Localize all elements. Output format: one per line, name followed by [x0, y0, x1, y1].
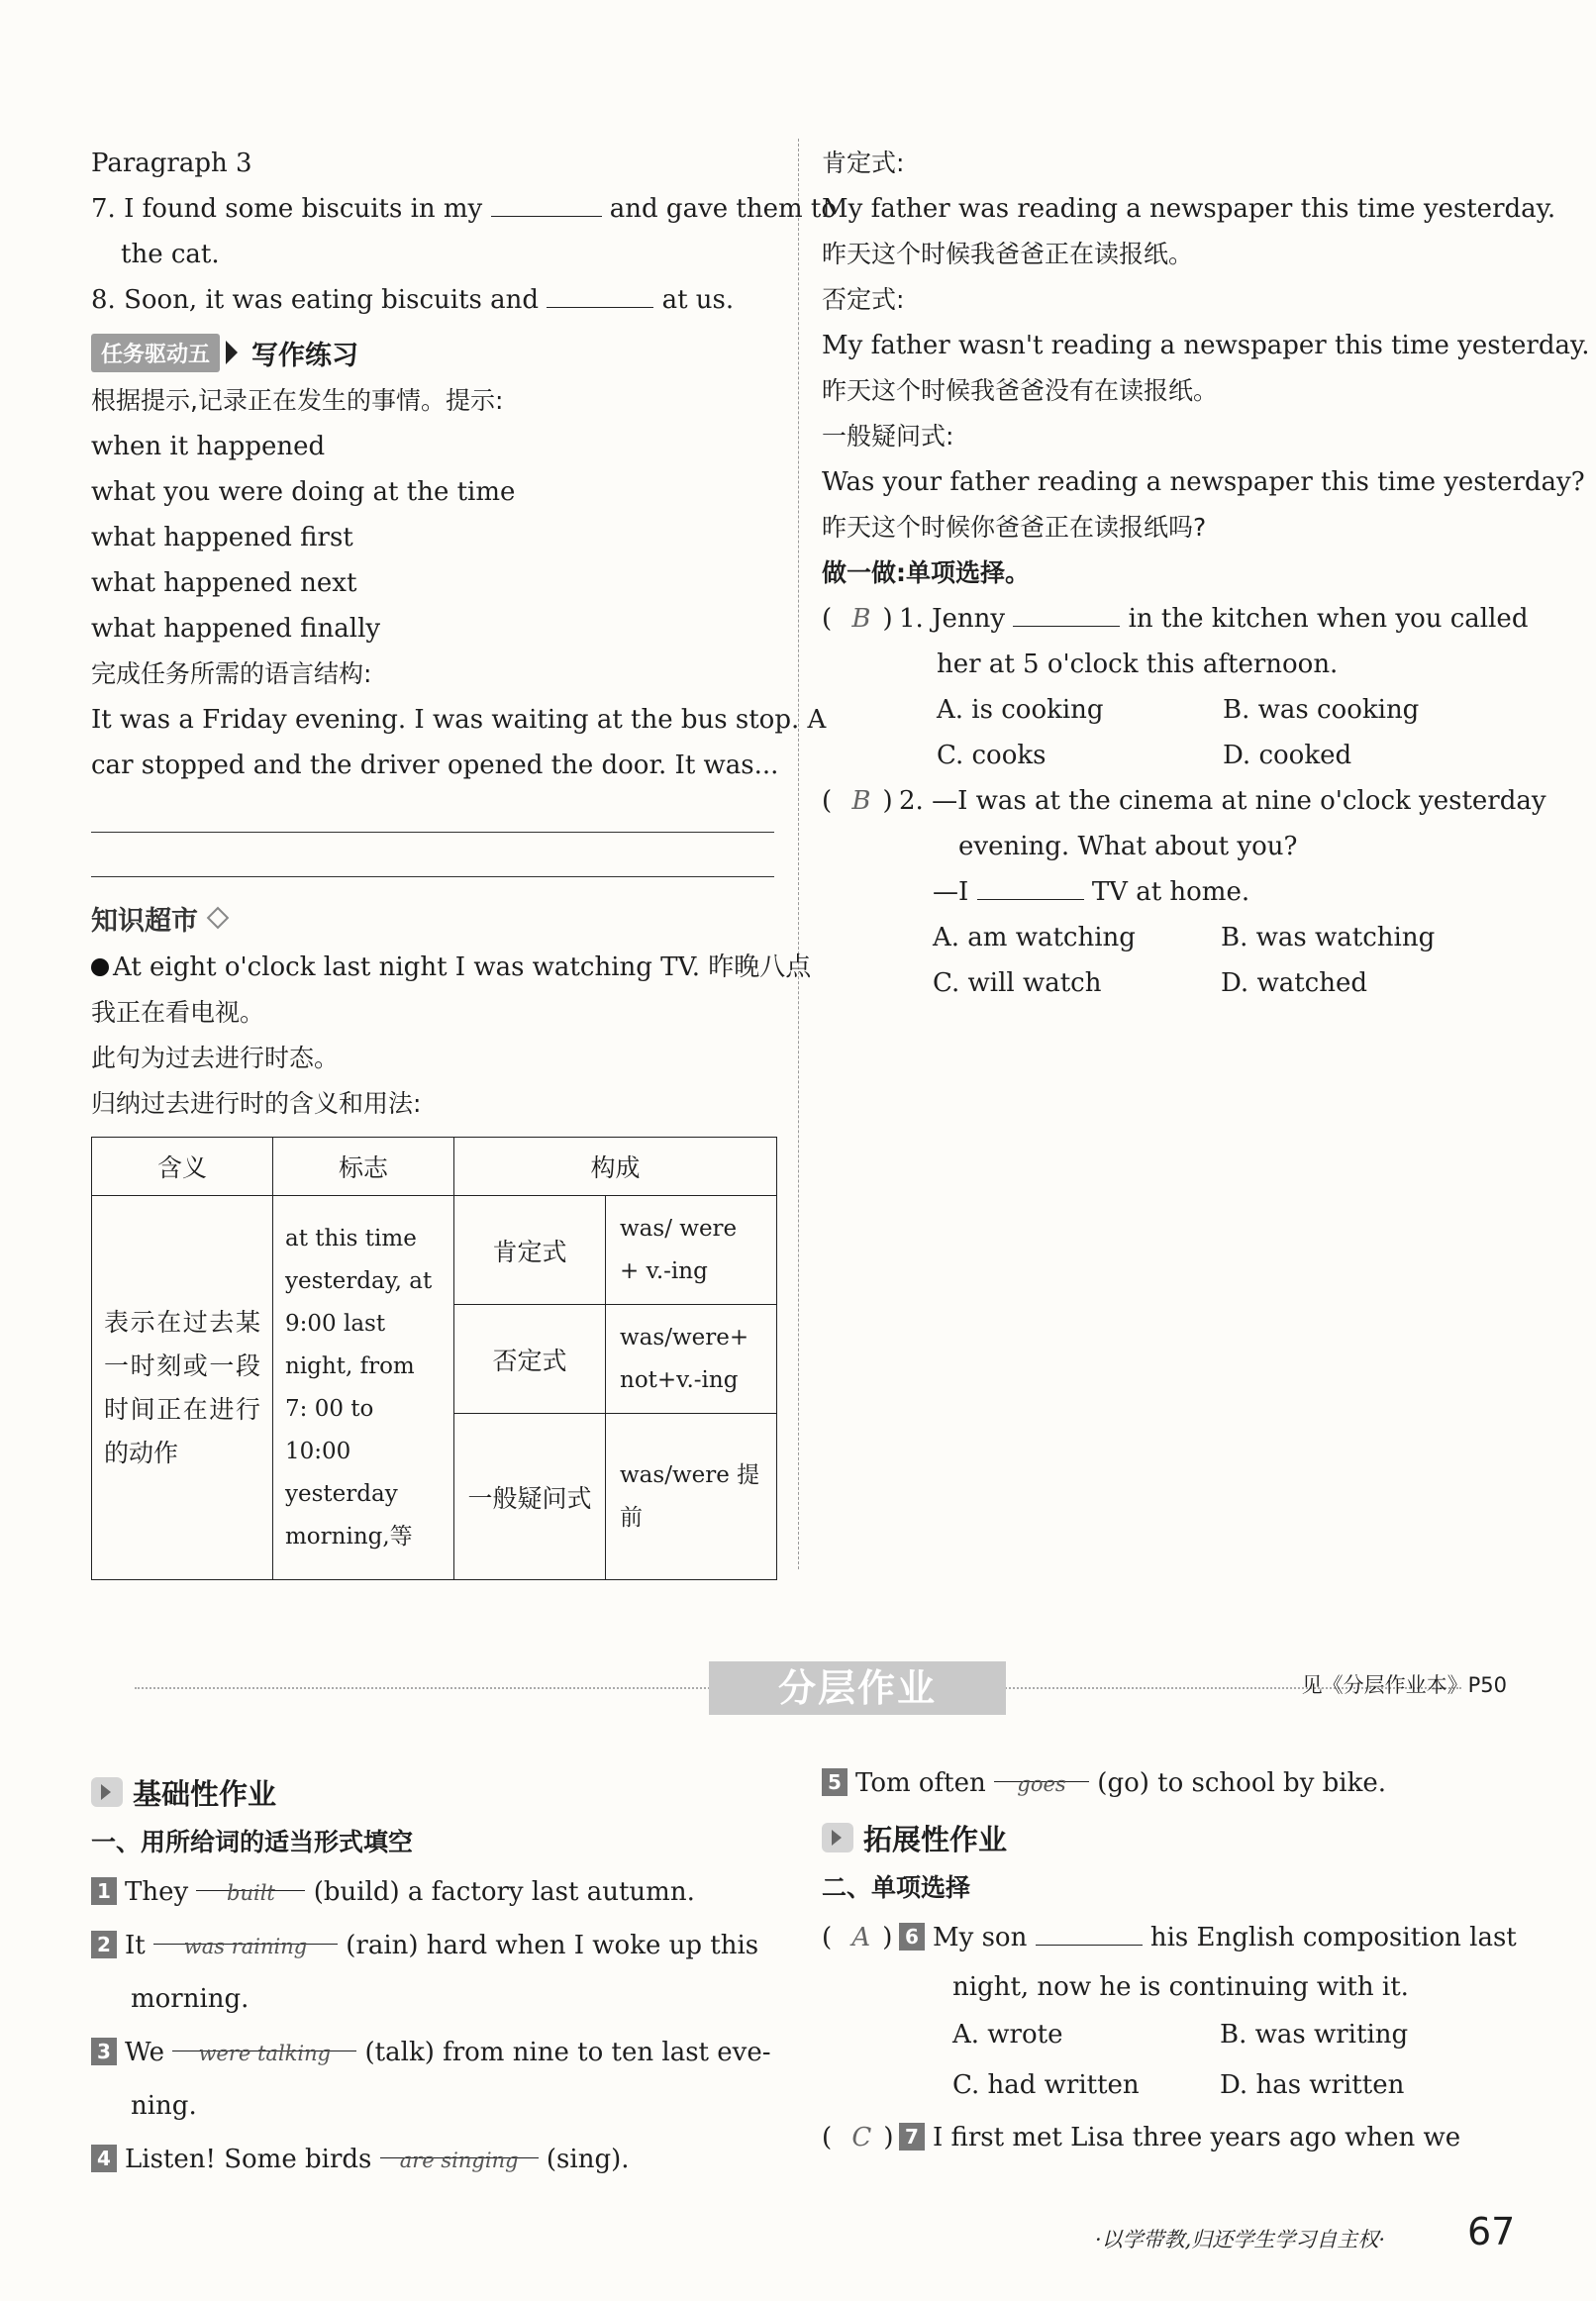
hint-item: when it happened — [91, 432, 326, 461]
hint-item: what happened first — [91, 523, 353, 552]
aff-example: My father was reading a newspaper this time yesterday. — [822, 194, 1556, 224]
homework-right — [822, 1756, 1517, 2164]
meaning-cell: 表示在过去某一时刻或一段时间正在进行的动作 — [92, 1196, 273, 1580]
option[interactable]: C. had written — [952, 2070, 1140, 2100]
homework-item-5: 5 Tom often goes (go) to school by bike. — [822, 1756, 1509, 1810]
form-type: 肯定式 — [454, 1196, 606, 1305]
homework-item-2: 2 It was raining (rain) hard when I woke up this — [91, 1919, 784, 1972]
practice-question-2: ( B ) 2. —I was at the cinema at nine o'clock yesterday — [822, 786, 1546, 816]
hint-item: what happened finally — [91, 614, 381, 644]
homework-item-3: 3 We were talking (talk) from nine to ten last eve- — [91, 2026, 784, 2079]
knowledge-example-cn: 我正在看电视。 — [91, 998, 265, 1027]
writing-line[interactable] — [91, 833, 774, 877]
basic-title: 基础性作业 — [133, 1776, 277, 1811]
knowledge-example: At eight o'clock last night I was watching TV. 昨晚八点 — [91, 945, 780, 990]
arrow-icon — [226, 341, 238, 364]
question-label: 一般疑问式: — [822, 422, 954, 450]
homework-item-7: ( C ) 7 I first met Lisa three years ago when we — [822, 2123, 1461, 2152]
structure-text: It was a Friday evening. I was waiting at the bus stop. A — [91, 705, 827, 735]
options-row — [822, 733, 1509, 778]
knowledge-title: 知识超市 — [91, 905, 198, 937]
form-structure: was/were 提前 — [606, 1414, 777, 1580]
handwritten-answer: B — [851, 604, 871, 634]
task-title: 写作练习 — [251, 340, 359, 371]
signs-cell: at this time yesterday, at 9:00 last night, from 7: 00 to 10:00 yesterday morning,等 — [273, 1196, 454, 1580]
hint-item: what you were doing at the time — [91, 477, 516, 507]
options-row — [822, 2060, 1509, 2111]
practice-question-1: ( B ) 1. Jenny in the kitchen when you called — [822, 604, 1529, 634]
answer-blank[interactable]: built — [196, 1866, 305, 1891]
options-row — [822, 2010, 1509, 2060]
answer-blank[interactable] — [491, 192, 602, 217]
option[interactable]: A. am watching — [933, 923, 1136, 952]
arrow-icon — [91, 1777, 123, 1807]
form-structure: was/were+ not+v.-ing — [606, 1305, 777, 1414]
footer-motto: ·以学带教,归还学生学习自主权· — [1095, 2228, 1386, 2251]
homework-item-2-cont: morning. — [131, 1984, 249, 2014]
answer-blank[interactable] — [547, 283, 653, 308]
neg-label: 否定式: — [822, 285, 905, 314]
homework-item-6: ( A ) 6 My son his English composition last — [822, 1923, 1517, 1952]
form-structure: was/ were + v.-ing — [606, 1196, 777, 1305]
extension-header — [822, 1810, 1509, 1865]
task-banner — [91, 329, 780, 376]
handwritten-answer: B — [851, 786, 871, 816]
table-header: 含义 — [92, 1138, 273, 1196]
homework-item-6-cont: night, now he is continuing with it. — [952, 1972, 1409, 2002]
option[interactable]: C. cooks — [937, 741, 1047, 770]
aff-translation: 昨天这个时候我爸爸正在读报纸。 — [822, 240, 1194, 268]
page-number: 67 — [1467, 2210, 1516, 2253]
neg-example: My father wasn't reading a newspaper this time yesterday. — [822, 331, 1590, 360]
banner-title: 分层作业 — [709, 1661, 1006, 1715]
answer-blank[interactable] — [1036, 1921, 1143, 1946]
right-column — [822, 141, 1590, 1006]
option[interactable]: D. watched — [1221, 968, 1367, 998]
form-type: 否定式 — [454, 1305, 606, 1414]
hint-item: what happened next — [91, 568, 357, 598]
question-translation: 昨天这个时候你爸爸正在读报纸吗? — [822, 513, 1207, 542]
arrow-icon — [822, 1823, 853, 1852]
neg-translation: 昨天这个时候我爸爸没有在读报纸。 — [822, 376, 1219, 405]
answer-blank[interactable]: was raining — [153, 1920, 338, 1945]
option[interactable]: D. has written — [1220, 2070, 1405, 2100]
extension-title: 拓展性作业 — [863, 1822, 1008, 1856]
knowledge-header — [91, 891, 780, 945]
practice-question-1-cont: her at 5 o'clock this afternoon. — [937, 650, 1339, 679]
workbook-reference: 见《分层作业本》P50 — [1301, 1673, 1507, 1697]
grammar-table — [91, 1137, 777, 1580]
task-prompt: 根据提示,记录正在发生的事情。提示: — [91, 386, 504, 415]
left-column — [91, 141, 838, 1580]
question-example: Was your father reading a newspaper this time yesterday? — [822, 467, 1585, 497]
answer-blank[interactable]: goes — [994, 1757, 1089, 1782]
table-header: 标志 — [273, 1138, 454, 1196]
question-7: 7. I found some biscuits in my and gave them to — [91, 194, 838, 224]
option[interactable]: D. cooked — [1223, 741, 1352, 770]
form-type: 一般疑问式 — [454, 1414, 606, 1580]
handwritten-answer: A — [851, 1923, 871, 1952]
bullet-icon — [91, 958, 109, 976]
answer-blank[interactable]: are singing — [380, 2134, 539, 2158]
answer-blank[interactable]: were talking — [172, 2027, 356, 2051]
option[interactable]: B. was cooking — [1223, 695, 1420, 725]
writing-line[interactable] — [91, 788, 774, 833]
option[interactable]: C. will watch — [933, 968, 1102, 998]
handwritten-answer: C — [851, 2123, 872, 2152]
column-divider — [798, 139, 799, 1569]
option[interactable]: A. is cooking — [937, 695, 1104, 725]
practice-question-2-answer-line: —I TV at home. — [933, 877, 1250, 907]
basic-section: 一、用所给词的适当形式填空 — [91, 1828, 414, 1856]
diamond-icon — [207, 907, 230, 930]
homework-item-1: 1 They built (build) a factory last autumn. — [91, 1865, 784, 1919]
structure-text: car stopped and the driver opened the door. It was... — [91, 750, 779, 780]
paragraph-label: Paragraph 3 — [91, 149, 252, 178]
question-8: 8. Soon, it was eating biscuits and at us. — [91, 285, 735, 315]
structure-label: 完成任务所需的语言结构: — [91, 659, 372, 688]
question-7-cont: the cat. — [121, 240, 220, 269]
homework-left — [91, 1764, 784, 2186]
practice-question-2-cont: evening. What about you? — [958, 832, 1298, 861]
option[interactable]: B. was writing — [1220, 2020, 1409, 2050]
homework-item-3-cont: ning. — [131, 2091, 197, 2121]
aff-label: 肯定式: — [822, 149, 905, 177]
extension-section: 二、单项选择 — [822, 1873, 971, 1902]
option[interactable]: A. wrote — [952, 2020, 1063, 2050]
knowledge-summary: 归纳过去进行时的含义和用法: — [91, 1089, 422, 1118]
answer-blank[interactable] — [977, 875, 1084, 900]
homework-banner — [135, 1644, 1511, 1733]
option[interactable]: B. was watching — [1221, 923, 1436, 952]
table-header: 构成 — [454, 1138, 777, 1196]
knowledge-note: 此句为过去进行时态。 — [91, 1044, 340, 1072]
task-tag: 任务驱动五 — [91, 334, 220, 372]
basic-header — [91, 1764, 784, 1820]
options-row — [822, 687, 1509, 733]
practice-label: 做一做:单项选择。 — [822, 558, 1030, 587]
answer-blank[interactable] — [1013, 602, 1120, 627]
options-row — [822, 960, 1509, 1006]
homework-item-4: 4 Listen! Some birds are singing (sing). — [91, 2133, 784, 2186]
options-row — [822, 915, 1509, 960]
